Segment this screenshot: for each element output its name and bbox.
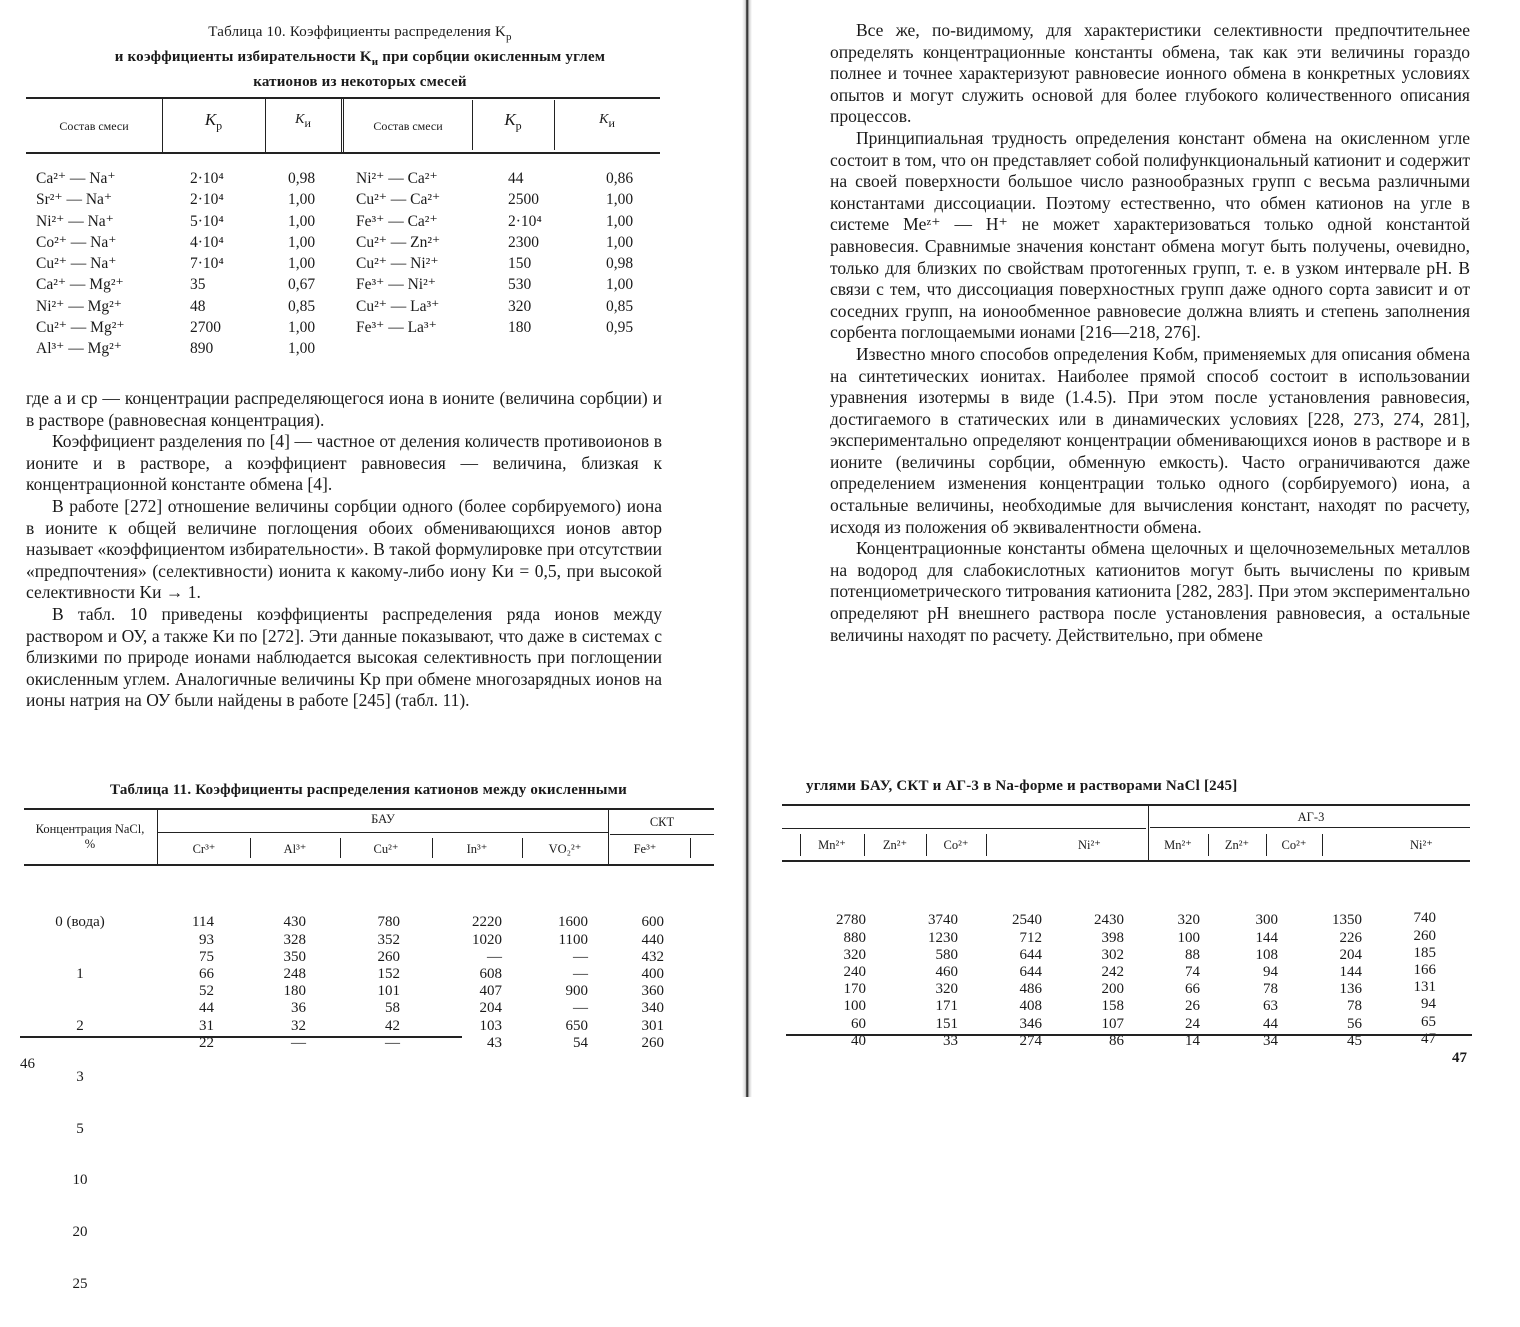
table-cell: 3740 xyxy=(928,912,958,929)
table-cell: 880 xyxy=(843,929,866,946)
ki-sub: и xyxy=(608,115,615,130)
table-cell: 4·10⁴ xyxy=(190,233,224,251)
table11-bottom-rule xyxy=(786,1034,1472,1036)
table11-cr-col xyxy=(170,880,214,1086)
table-cell: 608 xyxy=(479,965,502,982)
table-cell: 45 xyxy=(1347,1032,1362,1049)
table-cell: — xyxy=(573,948,588,965)
table-row: Co²⁺ — Na⁺ xyxy=(36,233,117,251)
table-cell: 34 xyxy=(1263,1032,1278,1049)
table-cell: 22 xyxy=(199,1034,214,1051)
table-cell: — xyxy=(385,1034,400,1051)
table-cell: 430 xyxy=(283,914,306,931)
table-cell: 7·10⁴ xyxy=(190,255,224,273)
table-cell: 200 xyxy=(1101,981,1124,998)
caption-line2-sub: и xyxy=(371,56,379,68)
table11-header-rule xyxy=(24,864,714,866)
caption-line1: Таблица 10. Коэффициенты распределения K xyxy=(208,24,506,40)
table-cell: 2540 xyxy=(1012,912,1042,929)
table-cell: 712 xyxy=(1019,929,1042,946)
table-cell: 260 xyxy=(641,1034,664,1051)
paragraph: Принципиальная трудность определения констант обмена на окисленном угле состоит в том, что он представляет собой полифункциональный катионит и содержит на своей поверхности большое число разнообразных групп с весьма различными константами диссоциации. Поэтому естественно, что обмен катионов на угле в системе Meᶻ⁺ — H⁺ не может характеризоваться только одной константой равновесия. Сравнимые значения констант обмена могут быть получены, очевидно, только для близких по свойствам протогенных групп, т. е. в узком интервале pH. В связи с тем, что диссоциация поверхностных групп даже одного сорта зависит и от соседних групп, на ионообменное равновесие должна влиять и степень заполнения сорбента поглощаемыми ионами [216—218, 276]. xyxy=(830,127,1470,343)
table-cell: 1,00 xyxy=(606,191,634,209)
table-cell: 86 xyxy=(1109,1032,1124,1049)
table-cell: 144 xyxy=(1339,963,1362,980)
table-cell: 107 xyxy=(1101,1015,1124,1032)
table11-col-ag3-mn: Mn²⁺ xyxy=(1164,838,1192,852)
table-cell: 33 xyxy=(943,1032,958,1049)
table-cell: 5 xyxy=(76,1120,84,1137)
table-row: Sr²⁺ — Na⁺ xyxy=(36,191,113,209)
table-cell: 301 xyxy=(641,1017,664,1034)
table-cell: 274 xyxy=(1019,1032,1042,1049)
table11-r-col-5 xyxy=(1234,878,1278,1084)
table-cell: 52 xyxy=(199,983,214,1000)
table10-header-ki-2 xyxy=(554,112,660,131)
table-row: Cu²⁺ — Ca²⁺ xyxy=(356,191,441,209)
table-cell: 144 xyxy=(1255,929,1278,946)
table11-bottom-rule xyxy=(20,1036,462,1038)
table-cell: 0,95 xyxy=(606,319,634,337)
table-cell: 780 xyxy=(377,914,400,931)
caption-line2-pre: и коэффициенты избирательности K xyxy=(114,49,372,65)
table-cell: 320 xyxy=(843,946,866,963)
table11-col-ni: Ni²⁺ xyxy=(1078,838,1101,852)
table-cell: 66 xyxy=(199,965,214,982)
table11-r-col-7 xyxy=(1392,876,1436,1082)
table-cell: 1,00 xyxy=(606,233,634,251)
table11-r-col-2 xyxy=(994,878,1042,1084)
table-cell: 320 xyxy=(508,297,532,315)
table-cell: 93 xyxy=(199,931,214,948)
table-cell: 32 xyxy=(291,1017,306,1034)
table-cell: 2300 xyxy=(508,233,539,251)
book-gutter xyxy=(742,0,752,1097)
kp-sub: p xyxy=(216,118,223,133)
table-cell: 1,00 xyxy=(288,319,316,337)
table11-conc-col xyxy=(40,880,120,1327)
table-cell: 1230 xyxy=(928,929,958,946)
table-cell: 131 xyxy=(1413,979,1436,996)
table-cell: 650 xyxy=(565,1017,588,1034)
table-cell: — xyxy=(487,948,502,965)
table11-top-rule xyxy=(24,808,714,810)
paragraph: Коэффициент разделения по [4] — частное от деления количеств противоионов в ионите и в растворе, а коэффициент равновесия — величина, близкая к концентрационной константе обмена [4]. xyxy=(26,431,662,495)
table-cell: 94 xyxy=(1421,996,1436,1013)
table11-row-header: Концентрация NaCl, % xyxy=(35,822,145,851)
table11-r-col-6 xyxy=(1314,878,1362,1084)
table-row: Fe³⁺ — Ni²⁺ xyxy=(356,276,436,294)
page-number: 47 xyxy=(1452,1050,1467,1066)
table-cell: 900 xyxy=(565,983,588,1000)
table-cell: 75 xyxy=(199,948,214,965)
table-row: Ni²⁺ — Na⁺ xyxy=(36,212,114,230)
table-row: Ca²⁺ — Na⁺ xyxy=(36,170,116,187)
table-cell: 3 xyxy=(76,1069,84,1086)
table11-col-cu: Cu²⁺ xyxy=(373,842,399,856)
caption-line3: катионов из некоторых смесей xyxy=(253,74,467,90)
left-page xyxy=(0,0,740,1292)
table-cell: 242 xyxy=(1101,963,1124,980)
table-cell: 100 xyxy=(843,998,866,1015)
table11-cu-col xyxy=(354,880,400,1086)
table-row: Cu²⁺ — Ni²⁺ xyxy=(356,255,439,273)
table-cell: 65 xyxy=(1421,1013,1436,1030)
table-cell: 320 xyxy=(1177,912,1200,929)
table-cell: 74 xyxy=(1185,963,1200,980)
table-cell: 300 xyxy=(1255,912,1278,929)
table-cell: 0,86 xyxy=(606,170,634,187)
table-cell: 1350 xyxy=(1332,912,1362,929)
table-cell: 0,85 xyxy=(606,297,634,315)
table11-divider xyxy=(690,838,691,858)
table-row: Fe³⁺ — Ca²⁺ xyxy=(356,212,438,230)
table-cell: 35 xyxy=(190,276,206,294)
table-cell: 350 xyxy=(283,948,306,965)
table-cell: 152 xyxy=(377,965,400,982)
table-cell: 644 xyxy=(1019,963,1042,980)
table-cell: 0,85 xyxy=(288,297,316,315)
table-cell: 47 xyxy=(1421,1030,1436,1047)
table-row: Cu²⁺ — Zn²⁺ xyxy=(356,233,441,251)
table-row: Ca²⁺ — Mg²⁺ xyxy=(36,276,124,294)
table-cell: 1,00 xyxy=(606,212,634,230)
right-page xyxy=(752,0,1520,1097)
table-cell: 42 xyxy=(385,1017,400,1034)
table10-header-ki xyxy=(265,112,341,131)
table-cell: 400 xyxy=(641,965,664,982)
table-cell: 10 xyxy=(72,1172,88,1189)
table-cell: 2·10⁴ xyxy=(190,170,224,187)
table-cell: 2780 xyxy=(836,912,866,929)
table-cell: 1,00 xyxy=(288,191,316,209)
table-cell: 25 xyxy=(72,1275,88,1292)
table-cell: 1020 xyxy=(472,931,502,948)
table-cell: 44 xyxy=(508,170,524,187)
table11-group-bau: БАУ xyxy=(371,812,395,826)
table11-col-mn: Mn²⁺ xyxy=(818,838,846,852)
table10-left-ki-col xyxy=(288,168,315,360)
table-cell: 0,98 xyxy=(606,255,634,273)
table-cell: 31 xyxy=(199,1017,214,1034)
table11-r-col-0 xyxy=(818,878,866,1084)
table-cell: 24 xyxy=(1185,1015,1200,1032)
table-cell: 5·10⁴ xyxy=(190,212,224,230)
table-cell: 440 xyxy=(641,931,664,948)
table10-header-rule xyxy=(26,152,660,154)
table-cell: — xyxy=(573,1000,588,1017)
table-cell: 1,00 xyxy=(288,233,316,251)
table11-col-cr: Cr³⁺ xyxy=(192,842,216,856)
table-cell: — xyxy=(573,965,588,982)
table-cell: 320 xyxy=(935,981,958,998)
paragraph: Известно много способов определения Kобм, применяемых для описания обмена на синтетических ионитах. Наиболее прямой способ состоит в использовании уравнения изотермы в виде (1.4.5). При этом после установления равновесия, достигаемого в статических или в динамических условиях [228, 273, 274, 281], экспериментально определяют концентрации обменивающихся ионов в растворе и в ионите (величины сорбции, обменную емкость). Часто ограничиваются даже определением изменения концентрации только одного (сорбируемого) иона, а остальные величины, необходимые для вычисления констант, находят по расчету, исходя из положения об эквивалентности обмена. xyxy=(830,343,1470,537)
paragraph: В работе [272] отношение величины сорбции одного (более сорбируемого) иона в ионите к общей величине поглощения обоих обменивающихся ионов автор называет «коэффициентом избирательности». В такой формулировке при отсутствии «предпочтения» (селективности) ионита к какому-либо иону Kи = 0,5, при высокой селективности Kи → 1. xyxy=(26,495,662,603)
table11-r-col-4 xyxy=(1156,878,1200,1084)
kp-label: K xyxy=(204,110,217,129)
table-cell: 78 xyxy=(1263,981,1278,998)
table-cell: 43 xyxy=(487,1034,502,1051)
table11-sub-rule xyxy=(158,832,608,833)
table-cell: 94 xyxy=(1263,963,1278,980)
table-cell: 340 xyxy=(641,1000,664,1017)
table-cell: 100 xyxy=(1177,929,1200,946)
table-cell: 398 xyxy=(1101,929,1124,946)
table10-left-kp-col xyxy=(190,168,224,360)
table11-caption-text: Таблица 11. Коэффициенты распределения катионов между окисленными xyxy=(110,782,627,798)
table11-r-col-1 xyxy=(910,878,958,1084)
table11-sub-rule xyxy=(782,828,1146,829)
table-cell: 328 xyxy=(283,931,306,948)
table10-header-mix-2: Состав смеси xyxy=(373,119,443,133)
table-cell: 1,00 xyxy=(606,276,634,294)
table-row: Cu²⁺ — Mg²⁺ xyxy=(36,319,125,337)
table-cell: 180 xyxy=(283,983,306,1000)
table-cell: 530 xyxy=(508,276,532,294)
table-cell: 248 xyxy=(283,965,306,982)
table-row: Cu²⁺ — La³⁺ xyxy=(356,297,440,315)
table-row: Fe³⁺ — La³⁺ xyxy=(356,319,437,337)
table-cell: 2·10⁴ xyxy=(508,212,542,230)
table-row: Al³⁺ — Mg²⁺ xyxy=(36,340,122,358)
table-row: Cu²⁺ — Na⁺ xyxy=(36,255,117,273)
table-cell: 40 xyxy=(851,1032,866,1049)
table-cell: 101 xyxy=(377,983,400,1000)
table11-in-col xyxy=(454,880,502,1086)
table-cell: 346 xyxy=(1019,1015,1042,1032)
table-cell: 302 xyxy=(1101,946,1124,963)
table-cell: 204 xyxy=(479,1000,502,1017)
table-cell: 890 xyxy=(190,340,214,358)
table10-right-kp-col xyxy=(508,168,542,338)
table11-col-co: Co²⁺ xyxy=(943,838,969,852)
table-row: Ni²⁺ — Mg²⁺ xyxy=(36,297,122,315)
table-cell: 1,00 xyxy=(288,255,316,273)
table11-col-fe: Fe³⁺ xyxy=(633,842,657,856)
table10-header-mix: Состав смеси xyxy=(59,119,129,133)
table-cell: 580 xyxy=(935,946,958,963)
table-cell: 103 xyxy=(479,1017,502,1034)
table-cell: 185 xyxy=(1413,944,1436,961)
table-cell: 1,00 xyxy=(288,340,316,358)
paragraph: В табл. 10 приведены коэффициенты распределения ряда ионов между раствором и ОУ, а также Kи по [272]. Эти данные показывают, что даже в системах с близкими по природе ионами наблюдается высокая селективность при поглощении окисленным углем. Аналогичные величины Kр при обмене многозарядных ионов на ионы натрия на ОУ были найдены в работе [245] (табл. 11). xyxy=(26,603,662,711)
table11-col-ag3-ni: Ni²⁺ xyxy=(1410,838,1433,852)
table10-right-mix-col xyxy=(356,168,440,338)
table-cell: 407 xyxy=(479,983,502,1000)
table-cell: 26 xyxy=(1185,998,1200,1015)
table11-header-rule xyxy=(782,860,1470,862)
table10-header-kp-2 xyxy=(472,112,554,133)
table-cell: 58 xyxy=(385,1000,400,1017)
kp-sub: p xyxy=(515,118,522,133)
table-cell: 260 xyxy=(377,948,400,965)
table11-sub-rule xyxy=(1150,827,1470,828)
table10-header-kp xyxy=(162,112,265,133)
table-cell: 2700 xyxy=(190,319,221,337)
right-body-text xyxy=(830,20,1470,646)
table-cell: 56 xyxy=(1347,1015,1362,1032)
table-cell: 44 xyxy=(1263,1015,1278,1032)
table-cell: 740 xyxy=(1413,910,1436,927)
table11-divider xyxy=(1148,806,1149,862)
table-cell: 170 xyxy=(843,981,866,998)
table-cell: 158 xyxy=(1101,998,1124,1015)
table-cell: 226 xyxy=(1339,929,1362,946)
table11-group-ag3: АГ-3 xyxy=(1297,810,1325,824)
paragraph: Концентрационные константы обмена щелочных и щелочноземельных металлов на водород для слабокислотных катионитов могут быть вычислены по кривым потенциометрического титрования катионита [282, 283]. При этом экспериментально определяют pH внешнего раствора после установления равновесия, а остальные величины находят по расчету. Действительно, при обмене xyxy=(830,538,1470,645)
table10-left-mix-col xyxy=(36,168,125,360)
table-cell: 0,67 xyxy=(288,276,316,294)
table-cell: 486 xyxy=(1019,981,1042,998)
table-cell: 408 xyxy=(1019,998,1042,1015)
table-cell: 2220 xyxy=(472,914,502,931)
table-cell: 88 xyxy=(1185,946,1200,963)
table-cell: 360 xyxy=(641,983,664,1000)
table-cell: 600 xyxy=(641,914,664,931)
table-cell: 14 xyxy=(1185,1032,1200,1049)
table-cell: 136 xyxy=(1339,981,1362,998)
table-cell: 2500 xyxy=(508,191,539,209)
kp-label: K xyxy=(504,110,516,129)
table11-col-ag3-zn: Zn²⁺ xyxy=(1224,838,1250,852)
table11-al-col xyxy=(262,880,306,1086)
table-cell: 2·10⁴ xyxy=(190,191,224,209)
table-cell: 78 xyxy=(1347,998,1362,1015)
table-cell: 0,98 xyxy=(288,170,316,187)
table11-divider xyxy=(608,808,609,864)
table11-caption xyxy=(110,780,700,800)
table-cell: 0 (вода) xyxy=(55,914,105,931)
table-cell: 108 xyxy=(1255,946,1278,963)
table11-col-vo2: VO₂²⁺ xyxy=(548,842,582,856)
paragraph: Все же, по-видимому, для характеристики селективности предпочтительнее определять концентрационные константы обмена, так как эти величины гораздо полнее и точнее характеризуют равновесие ионного обмена в конкретных условиях опытов и могут служить основой для более глубокого количественного описания процессов. xyxy=(830,20,1470,127)
table-cell: 644 xyxy=(1019,946,1042,963)
table-row: Ni²⁺ — Ca²⁺ xyxy=(356,170,438,187)
page-number: 46 xyxy=(20,1056,35,1072)
left-body-text xyxy=(26,388,662,712)
table-cell: 54 xyxy=(573,1034,588,1051)
table-cell: 48 xyxy=(190,297,206,315)
ki-label: K xyxy=(295,112,305,127)
table-cell: 36 xyxy=(291,1000,306,1017)
table-cell: 460 xyxy=(935,963,958,980)
table11-col-ag3-co: Co²⁺ xyxy=(1281,838,1307,852)
table-cell: 1,00 xyxy=(288,212,316,230)
table11-group-skt: СКТ xyxy=(649,815,675,829)
table-cell: 2 xyxy=(76,1017,84,1034)
table11-sub-rule xyxy=(610,834,714,835)
table-cell: 60 xyxy=(851,1015,866,1032)
table-cell: — xyxy=(291,1034,306,1051)
table-cell: 1 xyxy=(76,966,84,982)
table-cell: 63 xyxy=(1263,998,1278,1015)
table11-col-zn: Zn²⁺ xyxy=(882,838,908,852)
table-cell: 20 xyxy=(72,1223,88,1240)
table11-vo2-col xyxy=(540,880,588,1086)
table11-col-al: Al³⁺ xyxy=(283,842,307,856)
table11-caption-cont-text: углями БАУ, СКТ и АГ-3 в Na-форме и растворами NaCl [245] xyxy=(806,778,1238,794)
table-cell: 260 xyxy=(1413,927,1436,944)
table11-fe-col xyxy=(622,880,664,1086)
table11-top-rule xyxy=(782,804,1470,806)
table11-r-col-3 xyxy=(1076,878,1124,1084)
table-cell: 171 xyxy=(935,998,958,1015)
table-cell: 204 xyxy=(1339,946,1362,963)
table-cell: 2430 xyxy=(1094,912,1124,929)
ki-sub: и xyxy=(304,115,311,130)
table-cell: 114 xyxy=(192,914,214,931)
table-cell: 66 xyxy=(1185,981,1200,998)
table-cell: 352 xyxy=(377,931,400,948)
table-cell: 44 xyxy=(199,1000,214,1017)
ki-label: K xyxy=(599,112,609,127)
table10-caption xyxy=(40,22,680,92)
table-cell: 180 xyxy=(508,319,532,337)
paragraph: где a и cp — концентрации распределяющегося иона в ионите (величина сорбции) и в растворе (равновесная концентрация). xyxy=(26,388,662,430)
table-cell: 432 xyxy=(641,948,664,965)
table11-caption-continued xyxy=(806,776,1406,796)
table10-right-ki-col xyxy=(606,168,633,338)
table-cell: 1600 xyxy=(558,914,588,931)
caption-line1-sub: p xyxy=(506,31,512,43)
table-cell: 166 xyxy=(1413,961,1436,978)
caption-line2-post: при сорбции окисленным углем xyxy=(378,49,606,65)
table11-col-in: In³⁺ xyxy=(466,842,488,856)
table-cell: 1100 xyxy=(558,931,588,948)
table-cell: 240 xyxy=(843,963,866,980)
table-cell: 150 xyxy=(508,255,532,273)
table-cell: 151 xyxy=(935,1015,958,1032)
